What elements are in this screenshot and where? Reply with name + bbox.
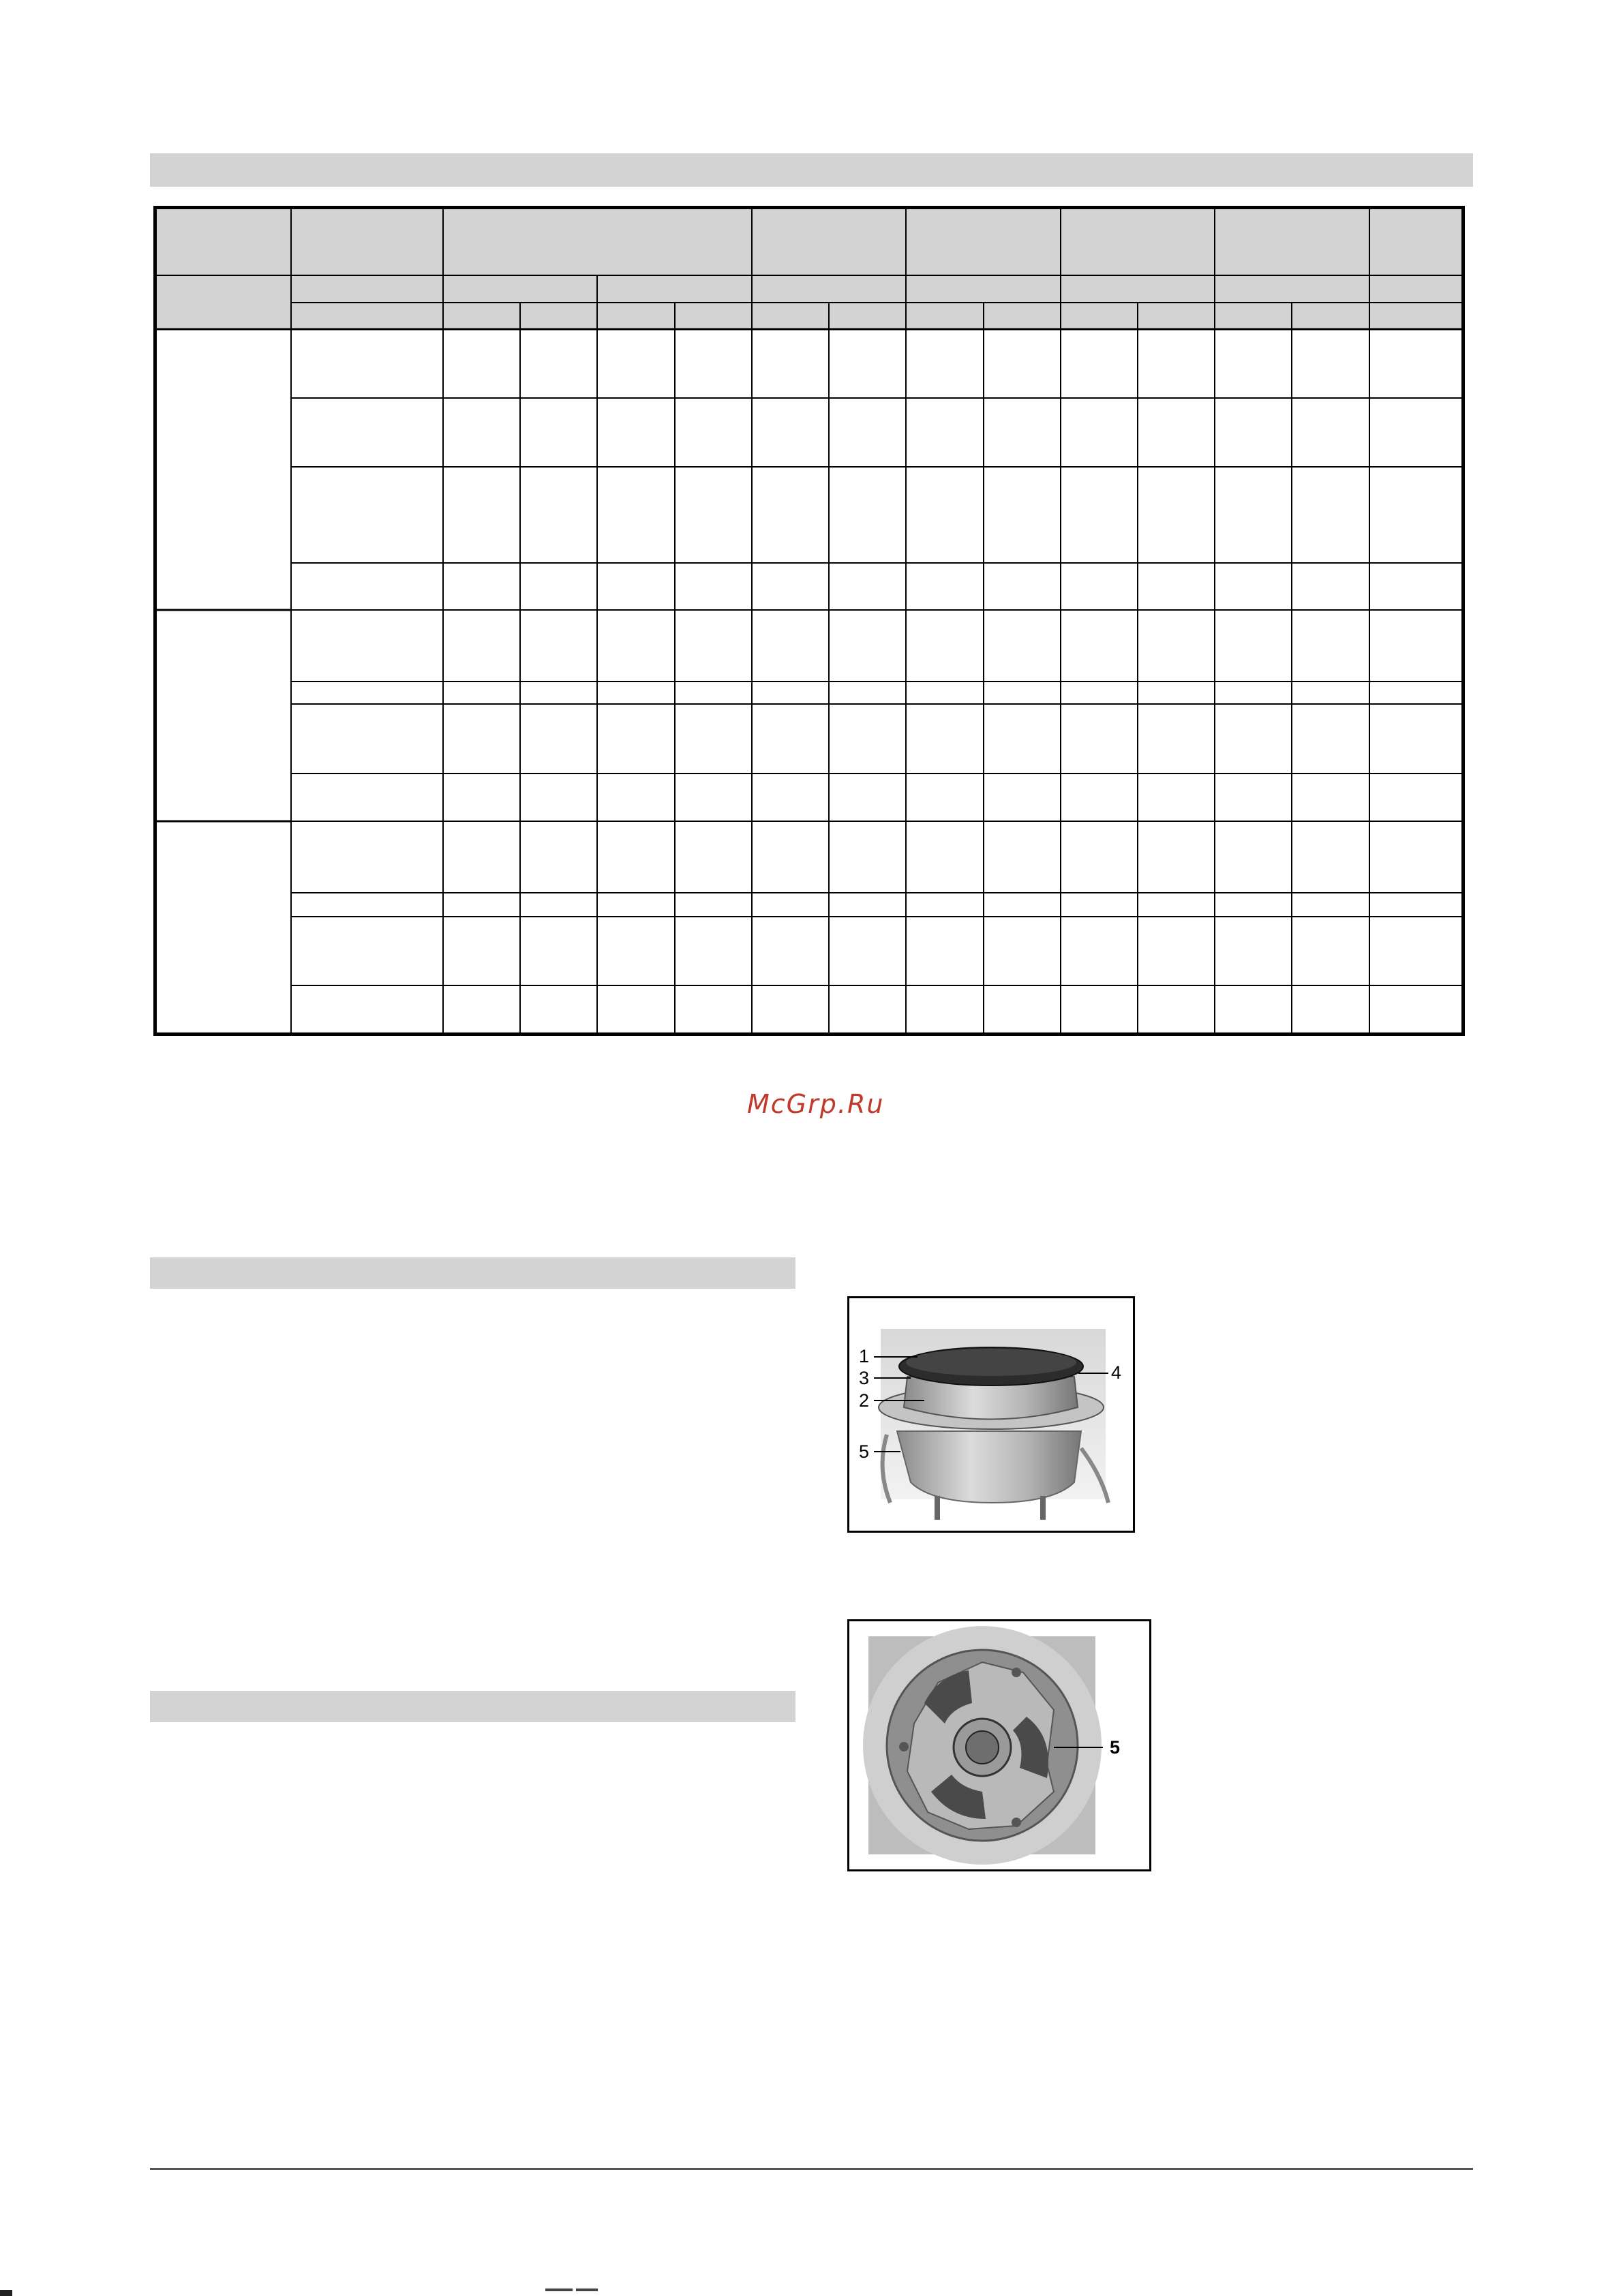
callout-label: 5 [1110,1737,1121,1758]
section-header-bar-2 [150,1257,795,1289]
callout-label: 3 [859,1368,870,1388]
burner-side-photo-frame [847,1296,1135,1533]
page-edge-marks [0,2287,1623,2296]
table-grid [157,209,1461,1032]
watermark-text: McGrp.Ru [747,1089,885,1119]
table-header-cell [157,209,1461,329]
gas-burner-base-icon [849,1621,1149,1869]
callout-label: 1 [859,1346,870,1366]
callout-label: 5 [859,1441,870,1462]
specification-table [153,206,1465,1036]
section-header-bar-3 [150,1691,795,1722]
callout-label: 2 [859,1390,870,1411]
gas-burner-side-icon [849,1298,1133,1531]
footer-rule [150,2168,1473,2170]
section-header-bar [150,153,1473,187]
burner-top-photo-frame [847,1619,1151,1871]
callout-label: 4 [1111,1362,1122,1383]
